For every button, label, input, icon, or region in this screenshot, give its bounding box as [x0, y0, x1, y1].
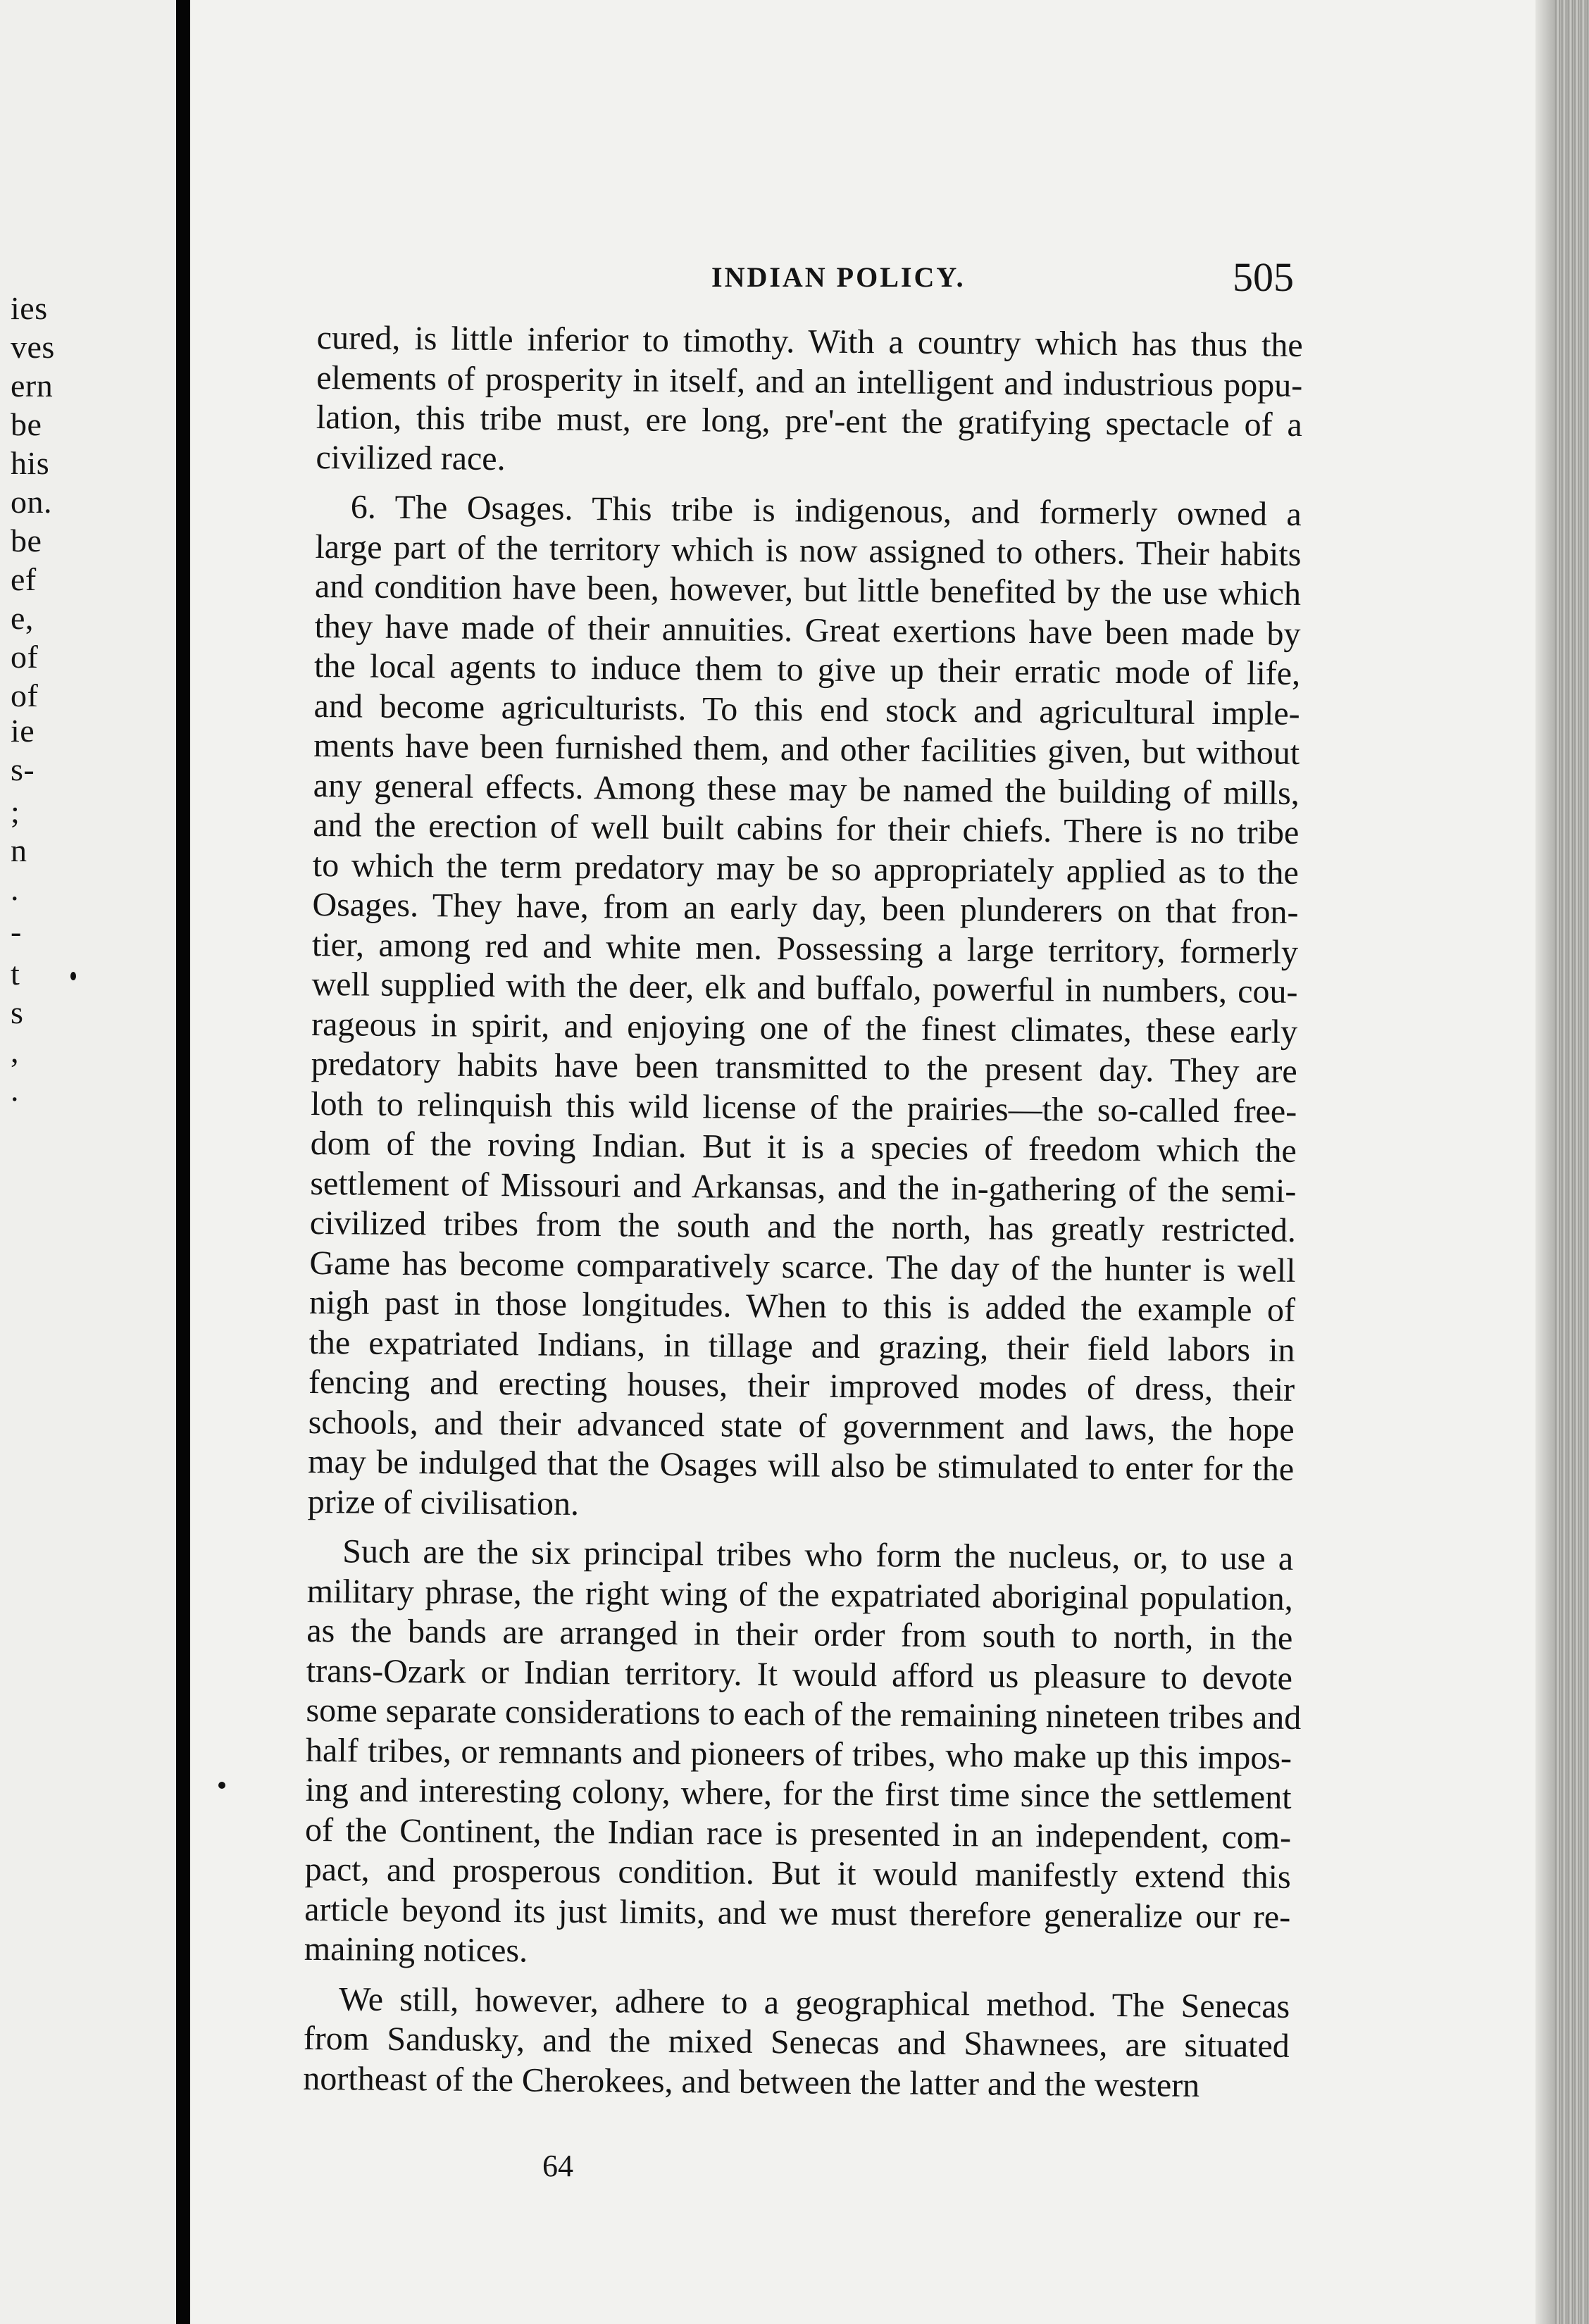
print-speck	[70, 972, 76, 980]
text-line: article beyond its just limits, and we must therefore generalize our re-	[304, 1890, 1291, 1936]
text-line: to which the term predatory may be so appropriately applied as to the	[312, 846, 1300, 892]
page-stack-edge	[1554, 0, 1589, 2324]
running-head: INDIAN POLICY.	[711, 261, 966, 293]
text-line: and condition have been, however, but little benefited by the use which	[314, 567, 1302, 613]
facing-page-line-end: .	[11, 1072, 19, 1108]
text-line: nigh past in those longitudes. When to this is added the example of	[309, 1283, 1296, 1329]
facing-page-line-end: be	[11, 523, 42, 558]
text-line: pact, and prosperous condition. But it would manifestly extend this	[304, 1850, 1291, 1896]
signature-mark: 64	[542, 2149, 573, 2183]
text-line: civilized race.	[316, 438, 506, 477]
book-gutter	[176, 0, 190, 2324]
paragraph	[303, 1979, 1290, 2106]
text-line: fencing and erecting houses, their improved modes of dress, their	[308, 1363, 1295, 1408]
facing-page-line-end: ef	[11, 561, 37, 597]
facing-page-line-end: e,	[11, 600, 34, 636]
facing-page-line-end: of	[11, 639, 39, 675]
text-line: lation, this tribe must, ere long, pre'-ent the gratifying spectacle of a	[316, 398, 1303, 444]
facing-page-line-end: on.	[11, 484, 52, 520]
text-line: ing and interesting colony, where, for the first time since the settlement	[305, 1770, 1292, 1816]
text-line: We still, however, adhere to a geographical method. The Senecas	[339, 1980, 1290, 2025]
book-page	[190, 0, 1554, 2324]
text-line: some separate considerations to each of the remaining nineteen tribes and	[306, 1691, 1302, 1737]
text-line: as the bands are arranged in their order from south to north, in the	[306, 1611, 1293, 1657]
text-line: dom of the roving Indian. But it is a species of freedom which the	[310, 1124, 1297, 1170]
text-line: trans-Ozark or Indian territory. It would afford us pleasure to devote	[306, 1651, 1293, 1697]
facing-page-line-end: ern	[11, 368, 54, 404]
paragraph	[316, 318, 1303, 485]
paragraph	[304, 1532, 1302, 1977]
facing-page-line-end: s	[11, 994, 24, 1030]
facing-page-line-end: be	[11, 406, 42, 442]
print-speck	[218, 1782, 225, 1789]
body-text	[303, 318, 1303, 2106]
facing-page-line-end: of	[11, 677, 39, 713]
text-line: Osages. They have, from an early day, been plunderers on that fron-	[312, 885, 1299, 931]
text-line: and become agriculturists. To this end stock and agricultural imple-	[313, 687, 1300, 732]
text-line: northeast of the Cherokees, and between the latter and the western	[303, 2059, 1200, 2104]
text-line: predatory habits have been transmitted to the present day. They are	[311, 1044, 1297, 1090]
text-line: 6. The Osages. This tribe is indigenous, and formerly owned a	[350, 488, 1302, 533]
page-number: 505	[1233, 254, 1294, 300]
text-line: of the Continent, the Indian race is presented in an independent, com-	[304, 1811, 1292, 1856]
text-line: large part of the territory which is now assigned to others. Their habits	[315, 527, 1302, 573]
text-line: elements of prosperity in itself, and an intelligent and industrious popu-	[316, 358, 1303, 404]
facing-page-line-end: ,	[11, 1033, 19, 1069]
text-line: and the erection of well built cabins for their chiefs. There is no tribe	[313, 806, 1300, 851]
facing-page-line-end: ves	[11, 329, 55, 365]
text-line: settlement of Missouri and Arkansas, and the in-gathering of the semi-	[310, 1164, 1297, 1210]
facing-page-line-end: n	[11, 832, 27, 868]
text-line: Game has become comparatively scarce. The day of the hunter is well	[309, 1244, 1296, 1289]
facing-page-line-end: his	[11, 445, 50, 481]
text-line: ments have been furnished them, and other facilities given, but without	[313, 726, 1300, 772]
facing-page-line-end: -	[11, 913, 22, 949]
text-line: the expatriated Indians, in tillage and grazing, their field labors in	[309, 1323, 1295, 1369]
page-edge-shadow	[1535, 0, 1554, 2324]
text-line: Such are the six principal tribes who form the nucleus, or, to use a	[342, 1532, 1294, 1578]
facing-page-line-end: ies	[11, 290, 48, 326]
text-line: well supplied with the deer, elk and buffalo, powerful in numbers, cou-	[311, 965, 1298, 1011]
facing-page-line-end: s-	[11, 751, 35, 787]
text-line: maining notices.	[304, 1930, 528, 1970]
text-line: loth to relinquish this wild license of the prairies—the so-called free-	[311, 1085, 1297, 1130]
facing-page-line-end: .	[11, 871, 19, 907]
text-line: military phrase, the right wing of the expatriated aboriginal population,	[306, 1572, 1293, 1618]
facing-page-fragment	[0, 0, 176, 2324]
text-line: schools, and their advanced state of government and laws, the hope	[308, 1403, 1295, 1449]
text-line: from Sandusky, and the mixed Senecas and Shawnees, are situated	[303, 2019, 1290, 2065]
text-line: civilized tribes from the south and the north, has greatly restricted.	[309, 1204, 1297, 1249]
text-line: tier, among red and white men. Possessing a large territory, formerly	[311, 925, 1299, 971]
facing-page-line-end: t	[11, 956, 20, 992]
text-line: half tribes, or remnants and pioneers of tribes, who make up this impos-	[305, 1731, 1292, 1777]
text-line: prize of civilisation.	[307, 1482, 580, 1523]
text-line: may be indulged that the Osages will also be stimulated to enter for the	[308, 1442, 1295, 1488]
facing-page-line-end: ;	[11, 794, 20, 830]
text-line: any general effects. Among these may be named the building of mills,	[313, 766, 1300, 812]
text-line: cured, is little inferior to timothy. With a country which has thus the	[316, 318, 1303, 364]
paragraph	[308, 487, 1302, 1530]
text-line: they have made of their annuities. Great exertions have been made by	[314, 607, 1301, 653]
text-line: the local agents to induce them to give up their erratic mode of life,	[313, 646, 1301, 692]
facing-page-line-end: ie	[11, 713, 35, 749]
page-header	[190, 254, 1554, 303]
text-line: rageous in spirit, and enjoying one of the finest climates, these early	[311, 1005, 1298, 1051]
